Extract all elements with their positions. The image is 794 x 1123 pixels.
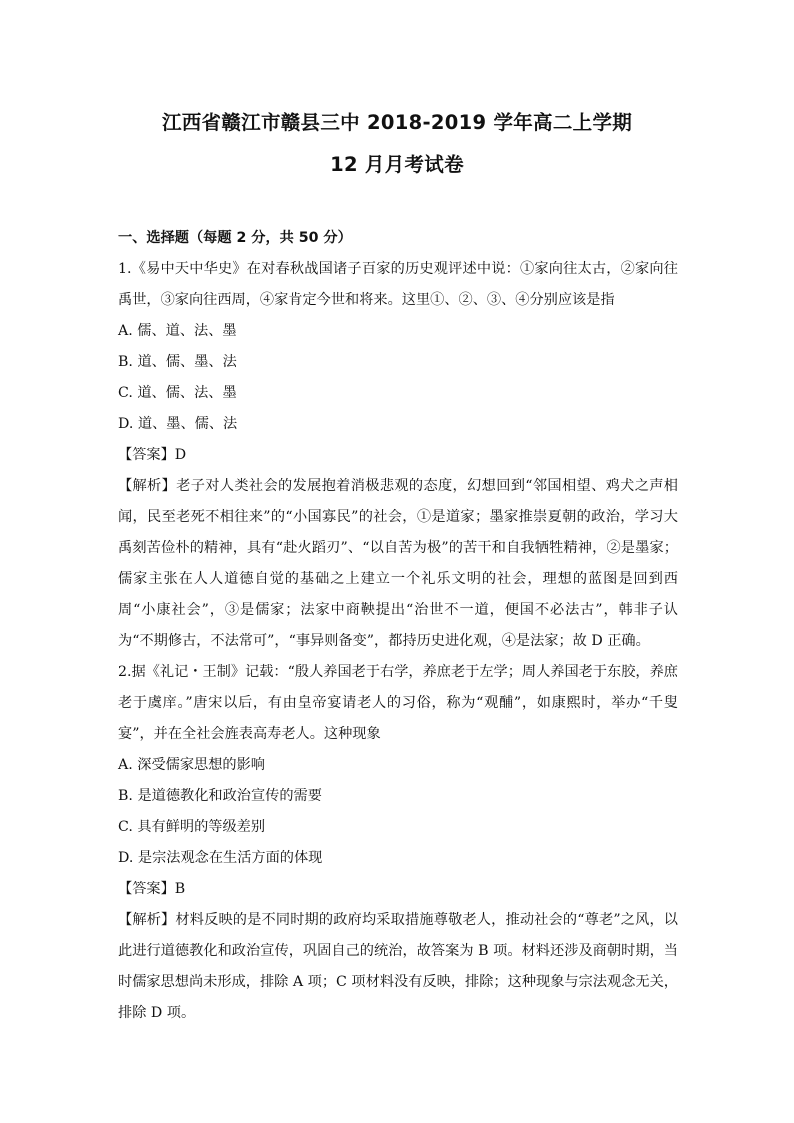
answer-line: 【答案】B (118, 881, 186, 897)
analysis-paragraph: 【解析】材料反映的是不同时期的政府均采取措施尊敬老人，推动社会的“尊老”之风，以此进行道德教化和政治宣传，巩固自己的统治，故答案为 B 项。材料还涉及商朝时期，当时儒家思想尚未形成，排除 A 项；C 项材料没有反映，排除；这种现象与宗法观念无关，排除 D 项。 (118, 912, 678, 1021)
analysis-paragraph: 【解析】老子对人类社会的发展抱着消极悲观的态度，幻想回到“邻国相望、鸡犬之声相闻，民至老死不相往来”的“小国寡民”的社会，①是道家；墨家推崇夏朝的政治，学习大禹刻苦俭朴的精神，具有“赴火蹈刃”、“以自苦为极”的苦干和自我牺牲精神，②是墨家；儒家主张在人人道德自觉的基础之上建立一个礼乐文明的社会，理想的蓝图是回到西周“小康社会”，③是儒家；法家中商鞅提出“治世不一道，便国不必法古”，韩非子认为“不期修古，不法常可”，“事异则备变”，都持历史进化观，④是法家；故 D 正确。 (118, 478, 678, 649)
question-stem: 2.据《礼记・王制》记载：“殷人养国老于右学，养庶老于左学；周人养国老于东胶，养庶老于虞庠。”唐宋以后，有由皇帝宴请老人的习俗，称为“观酺”，如康熙时，举办“千叟宴”，并在全社会旌表高寿老人。这种现象 (118, 664, 678, 742)
option-a: A. 儒、道、法、墨 (118, 323, 237, 339)
option-a: A. 深受儒家思想的影响 (118, 757, 265, 773)
option-b: B. 是道德教化和政治宣传的需要 (118, 788, 322, 804)
option-d: D. 是宗法观念在生活方面的体现 (118, 850, 323, 866)
question-2 (118, 657, 678, 1029)
section-heading: 一、选择题（每题 2 分，共 50 分） (118, 230, 352, 246)
option-d: D. 道、墨、儒、法 (118, 416, 238, 432)
option-c: C. 道、儒、法、墨 (118, 385, 237, 401)
document-body (118, 223, 678, 1029)
option-c: C. 具有鲜明的等级差别 (118, 819, 266, 835)
option-b: B. 道、儒、墨、法 (118, 354, 237, 370)
question-1 (118, 254, 678, 657)
answer-line: 【答案】D (118, 447, 187, 463)
document-title-line-1: 江西省赣江市赣县三中 2018-2019 学年高二上学期 (161, 111, 633, 134)
document-title-line-2: 12 月月考试卷 (330, 153, 464, 176)
question-stem: 1.《易中天中华史》在对春秋战国诸子百家的历史观评述中说：①家向往太古，②家向往禹世，③家向往西周，④家肯定今世和将来。这里①、②、③、④分别应该是指 (118, 261, 678, 308)
